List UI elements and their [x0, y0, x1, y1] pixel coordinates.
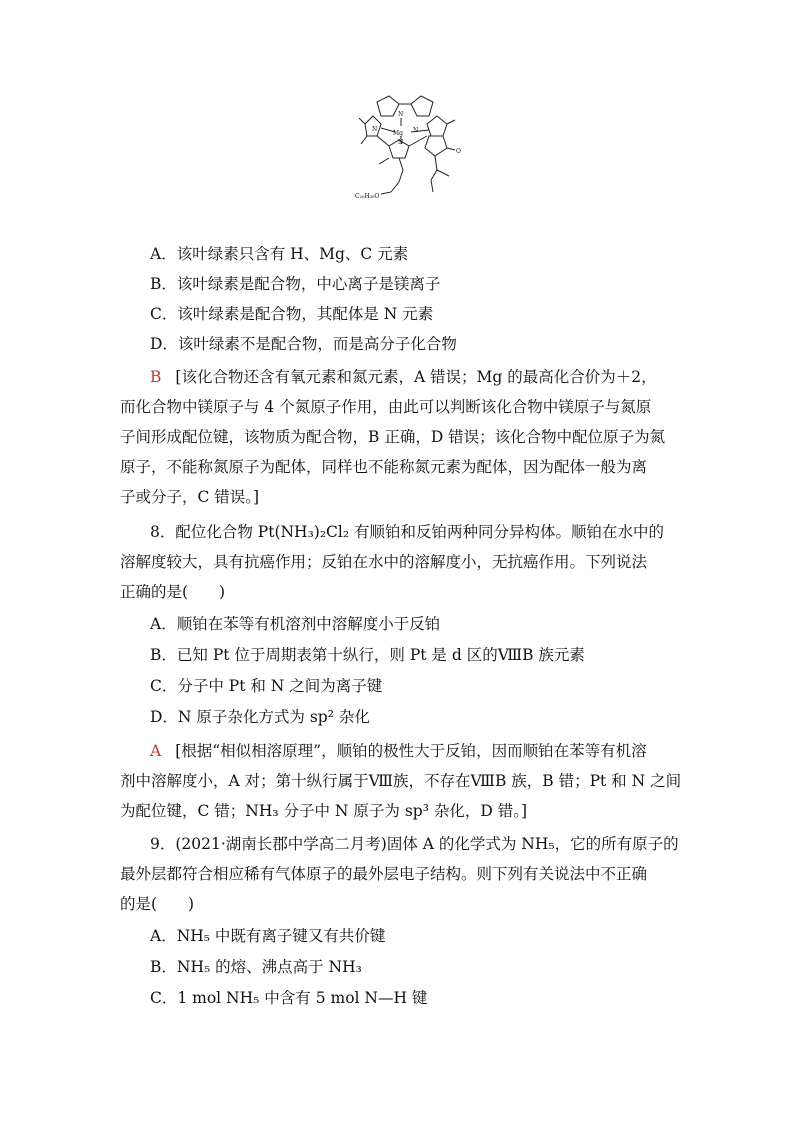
q8-option-a: A．顺铂在苯等有机溶剂中溶解度小于反铂 — [150, 615, 441, 633]
q7-answer-letter: B — [150, 368, 162, 386]
atom-label-n4: N — [398, 139, 404, 146]
atom-label-mg: Mg — [393, 130, 403, 137]
q8-option-b: B．已知 Pt 位于周期表第十纵行，则 Pt 是 d 区的ⅧB 族元素 — [150, 646, 585, 664]
q8-stem-line-2: 溶解度较大，具有抗癌作用；反铂在水中的溶解度小，无抗癌作用。下列说法 — [120, 553, 648, 571]
q9-option-a: A．NH₅ 中既有离子键又有共价键 — [150, 927, 386, 945]
q7-explanation-line-1 — [150, 366, 710, 388]
q8-option-d: D．N 原子杂化方式为 sp² 杂化 — [150, 708, 370, 726]
q8-stem-line-3: 正确的是( ) — [120, 583, 226, 601]
q7-option-a: A．该叶绿素只含有 H、Mg、C 元素 — [150, 245, 409, 263]
q8-explanation-line-2: 剂中溶解度小，A 对；第十纵行属于Ⅷ族，不存在ⅧB 族，B 错；Pt 和 N 之间 — [120, 772, 682, 790]
q9-option-c: C．1 mol NH₅ 中含有 5 mol N—H 键 — [150, 989, 428, 1007]
q9-stem-line-3: 的是( ) — [120, 895, 195, 913]
q9-stem-line-2: 最外层都符合相应稀有气体原子的最外层电子结构。则下列有关说法中不正确 — [120, 865, 648, 883]
q8-option-c: C．分子中 Pt 和 N 之间为离子键 — [150, 677, 383, 695]
chlorophyll-structure-figure — [355, 94, 475, 214]
q8-explanation-line-1 — [150, 740, 710, 762]
q7-explanation-line-2: 而化合物中镁原子与 4 个氮原子作用，由此可以判断该化合物中镁原子与氮原 — [120, 398, 652, 416]
q8-stem-line-1: 8．配位化合物 Pt(NH₃)₂Cl₂ 有顺铂和反铂两种同分异构体。顺铂在水中的 — [150, 523, 665, 541]
q7-option-c: C．该叶绿素是配合物，其配体是 N 元素 — [150, 305, 434, 323]
q9-stem-line-1: 9．(2021·湖南长郡中学高二月考)固体 A 的化学式为 NH₅，它的所有原子的 — [150, 835, 679, 853]
q9-option-b: B．NH₅ 的熔、沸点高于 NH₃ — [150, 958, 362, 976]
q7-explanation-line-4: 原子，不能称氮原子为配体，同样也不能称氮元素为配体，因为配体一般为离 — [120, 458, 648, 476]
q7-option-b: B．该叶绿素是配合物，中心离子是镁离子 — [150, 275, 441, 293]
q7-explanation-line-3: 子间形成配位键，该物质为配合物，B 正确，D 错误；该化合物中配位原子为氮 — [120, 428, 666, 446]
q8-explanation-text-1: [根据“相似相溶原理”，顺铂的极性大于反铂，因而顺铂在苯等有机溶 — [175, 742, 647, 760]
atom-label-n2: N — [413, 127, 419, 134]
q8-answer-letter: A — [150, 742, 162, 760]
q7-option-d: D．该叶绿素不是配合物，而是高分子化合物 — [150, 335, 457, 353]
q8-explanation-line-3: 为配位键，C 错；NH₃ 分子中 N 原子为 sp³ 杂化，D 错。] — [120, 802, 528, 820]
atom-label-n1: N — [372, 126, 378, 133]
atom-label-n3: N — [398, 111, 404, 118]
chlorophyll-structure-svg — [355, 94, 475, 214]
q7-explanation-line-5: 子或分子，C 错误。] — [120, 488, 260, 506]
q7-explanation-text-1: [该化合物还含有氧元素和氮元素，A 错误；Mg 的最高化合价为＋2， — [175, 368, 657, 386]
side-chain-label: C₂₀H₃₉O — [355, 193, 380, 200]
atom-label-o: O — [456, 148, 461, 155]
